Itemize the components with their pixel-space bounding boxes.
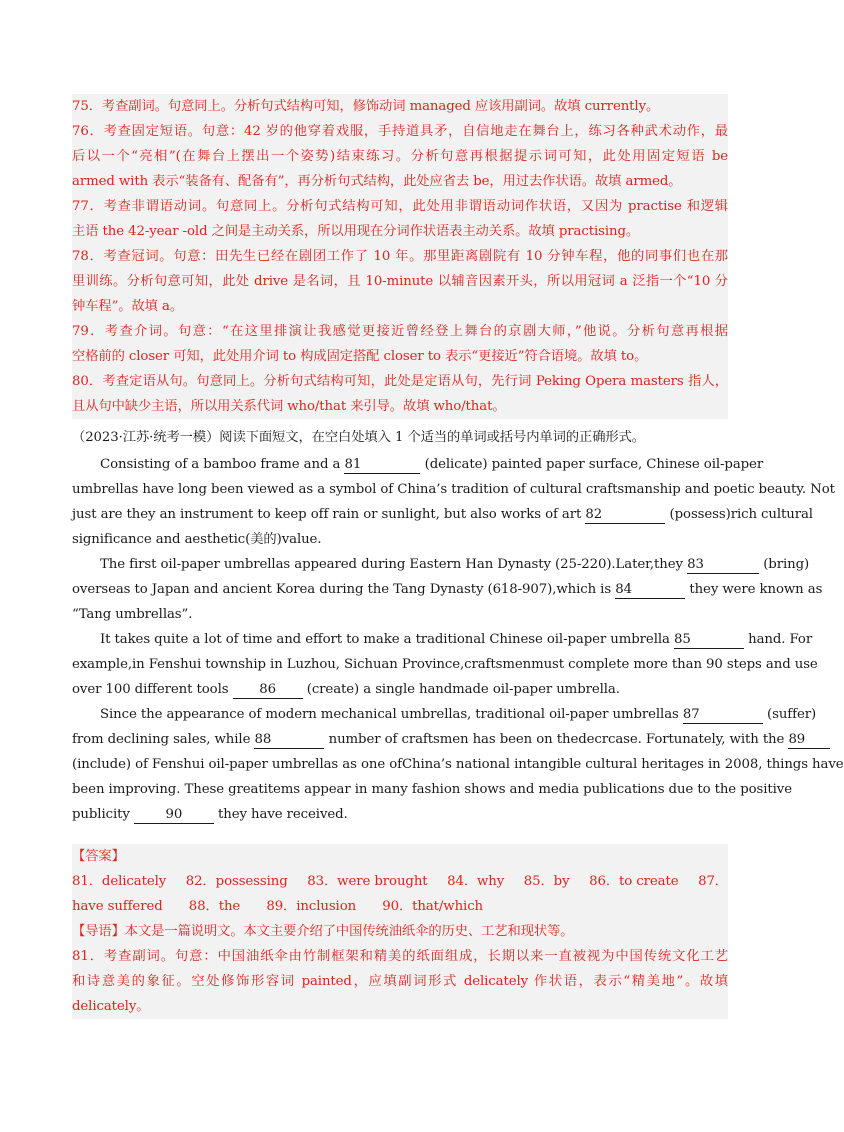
blank-86[interactable]: 86 [233, 683, 303, 699]
passage-line [72, 552, 810, 577]
passage-line: been improving. These greatitems appear in many fashion shows and media publications due to the positive [72, 782, 792, 797]
blank-87[interactable]: 87 [683, 708, 763, 724]
question-source [72, 425, 728, 450]
answer-85: 85．by [523, 874, 570, 889]
blank-90[interactable]: 90 [134, 808, 214, 824]
answer-84: 84．why [447, 874, 505, 889]
guide-line: 【导语】本文是一篇说明文。本文主要介绍了中国传统油纸伞的历史、工艺和现状等。 [72, 924, 574, 939]
passage-text: they were known as [689, 582, 823, 597]
answer-83: 83．were brought [307, 874, 428, 889]
explanation-line: 里训练。分析句意可知，此处 drive 是名词，且 10-minute 以辅音因素开头，所以用冠词 a 泛指一个“10 分 [72, 274, 728, 289]
answers-row [72, 894, 728, 919]
answer-89: 89．inclusion [266, 899, 357, 914]
explanation-line: armed with 表示“装备有、配备有”，再分析句式结构，此处应省去 be，用过去作状语。故填 armed。 [72, 174, 682, 189]
passage-text: Since the appearance of modern mechanical umbrellas, traditional oil-paper umbrellas [100, 707, 679, 722]
passage-line: umbrellas have long been viewed as a symbol of China’s tradition of cultural craftsmanship and poetic beauty. Not [72, 482, 835, 497]
explanation-line: delicately。 [72, 999, 150, 1014]
passage-text: publicity [72, 807, 130, 822]
explanation-line: 后以一个“亮相”(在舞台上摆出一个姿势)结束练习。分析句意再根据提示词可知，此处用固定短语 be [72, 149, 728, 164]
explanation-line: 75．考查副词。句意同上。分析句式结构可知，修饰动词 managed 应该用副词。故填 currently。 [72, 99, 660, 114]
answer-90: 90．that/which [382, 899, 484, 914]
explanation-line: 80．考查定语从句。句意同上。分析句式结构可知，此处是定语从句，先行词 Peking Opera masters 指人， [72, 374, 728, 389]
passage-text: hand. For [748, 632, 813, 647]
passage [72, 452, 844, 827]
passage-text: number of craftsmen has been on thedecrcase. Fortunately, with the [328, 732, 785, 747]
passage-text: over 100 different tools [72, 682, 229, 697]
explanation-block-75-80 [72, 94, 728, 419]
explanation-line: 76．考查固定短语。句意：42 岁的他穿着戏服，手持道具矛，自信地走在舞台上，练习各种武术动作，最 [72, 124, 728, 139]
answer-87-number: 87． [698, 874, 728, 889]
answer-heading: 【答案】 [72, 849, 125, 864]
explanation-line: 77．考查非谓语动词。句意同上。分析句式结构可知，此处用非谓语动词作状语，又因为 practise 和逻辑 [72, 199, 728, 214]
answer-86: 86．to create [589, 874, 679, 889]
passage-line [72, 702, 817, 727]
blank-89[interactable]: 89 [788, 733, 830, 749]
explanation-line: 钟车程”。故填 a。 [72, 299, 184, 314]
passage-text: (create) a single handmade oil-paper umbrella. [306, 682, 620, 697]
answer-88: 88．the [188, 899, 241, 914]
answer-block [72, 844, 728, 1019]
passage-text: The first oil-paper umbrellas appeared during Eastern Han Dynasty (25-220).Later,they [100, 557, 683, 572]
explanation-line: 78．考查冠词。句意：田先生已经在剧团工作了 10 年。那里距离剧院有 10 分钟车程，他的同事们也在那 [72, 249, 728, 264]
explanation-line: 主语 the 42-year -old 之间是主动关系，所以用现在分词作状语表主动关系。故填 practising。 [72, 224, 640, 239]
passage-line: significance and aesthetic(美的)value. [72, 532, 322, 547]
passage-text: (possess)rich cultural [669, 507, 813, 522]
blank-88[interactable]: 88 [254, 733, 324, 749]
blank-84[interactable]: 84 [615, 583, 685, 599]
passage-text: (suffer) [767, 707, 817, 722]
passage-line [72, 677, 728, 702]
passage-text: Consisting of a bamboo frame and a [100, 457, 341, 472]
explanation-line: 81．考查副词。句意：中国油纸伞由竹制框架和精美的纸面组成，长期以来一直被视为中国传统文化工艺 [72, 949, 728, 964]
passage-line [72, 727, 806, 752]
passage-text: (delicate) painted paper surface, Chinese oil-paper [424, 457, 764, 472]
explanation-line: 和诗意美的象征。空处修饰形容词 painted，应填副词形式 delicately 作状语，表示“精美地”。故填 [72, 974, 728, 989]
passage-text: overseas to Japan and ancient Korea during the Tang Dynasty (618-907),which is [72, 582, 612, 597]
passage-text: from declining sales, while [72, 732, 251, 747]
passage-text: (bring) [763, 557, 810, 572]
passage-line [72, 502, 813, 527]
source-line: （2023·江苏·统考一模）阅读下面短文，在空白处填入 1 个适当的单词或括号内单词的正确形式。 [72, 430, 645, 445]
passage-line [72, 627, 813, 652]
passage-text: they have received. [218, 807, 348, 822]
passage-line: (include) of Fenshui oil-paper umbrellas as one ofChina’s national intangible cultural heritages in 2008, things have [72, 757, 844, 772]
blank-85[interactable]: 85 [674, 633, 744, 649]
answer-87: have suffered [72, 899, 163, 914]
passage-line [72, 802, 728, 827]
answers-row [72, 869, 728, 894]
passage-line: “Tang umbrellas”. [72, 607, 193, 622]
passage-text: just are they an instrument to keep off rain or sunlight, but also works of art [72, 507, 582, 522]
passage-text: It takes quite a lot of time and effort to make a traditional Chinese oil-paper umbrella [100, 632, 670, 647]
blank-82[interactable]: 82 [585, 508, 665, 524]
answer-82: 82．possessing [185, 874, 288, 889]
explanation-line: 且从句中缺少主语，所以用关系代词 who/that 来引导。故填 who/that。 [72, 399, 506, 414]
blank-83[interactable]: 83 [687, 558, 759, 574]
blank-81[interactable]: 81 [344, 458, 420, 474]
answer-81: 81．delicately [72, 874, 167, 889]
explanation-line: 空格前的 closer 可知，此处用介词 to 构成固定搭配 closer to 表示“更接近”符合语境。故填 to。 [72, 349, 648, 364]
explanation-line: 79．考查介词。句意：“在这里排演让我感觉更接近曾经登上舞台的京剧大师，”他说。分析句意再根据 [72, 324, 728, 339]
passage-line [72, 577, 823, 602]
passage-line [72, 452, 764, 477]
passage-line: example,in Fenshui township in Luzhou, Sichuan Province,craftsmenmust complete more than 90 steps and use [72, 657, 818, 672]
